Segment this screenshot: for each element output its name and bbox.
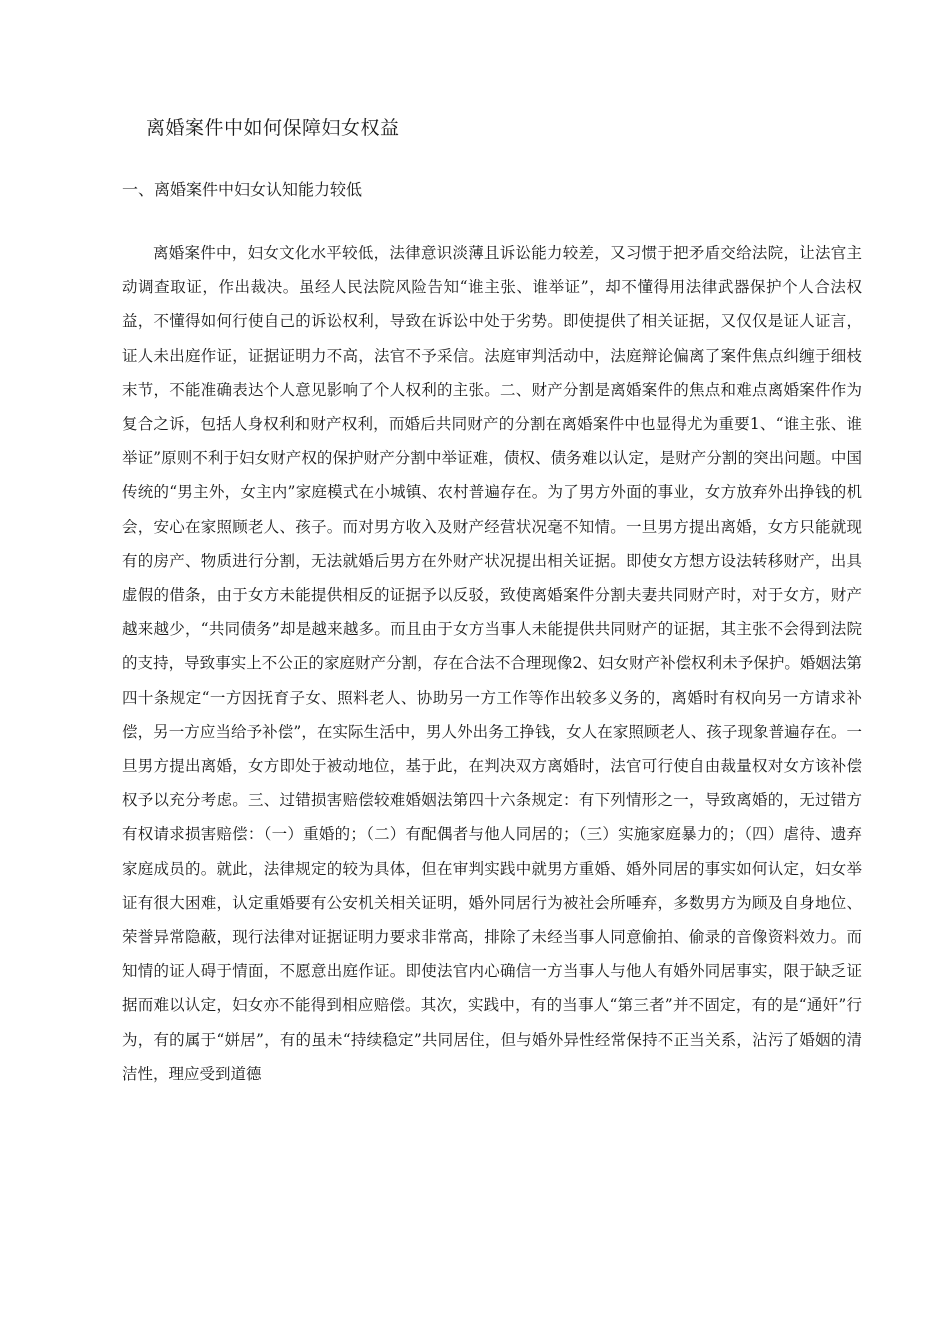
body-text-block	[122, 236, 862, 1091]
body-paragraph: 离婚案件中，妇女文化水平较低，法律意识淡薄且诉讼能力较差，又习惯于把矛盾交给法院，让法官主动调查取证，作出裁决。虽经人民法院风险告知“谁主张、谁举证”，却不懂得用法律武器保护个人合法权益，不懂得如何行使自己的诉讼权利，导致在诉讼中处于劣势。即使提供了相关证据，又仅仅是证人证言，证人未出庭作证，证据证明力不高，法官不予采信。法庭审判活动中，法庭辩论偏离了案件焦点纠缠于细枝末节，不能准确表达个人意见影响了个人权利的主张。二、财产分割是离婚案件的焦点和难点离婚案件作为复合之诉，包括人身权利和财产权利，而婚后共同财产的分割在离婚案件中也显得尤为重要1、“谁主张、谁举证”原则不利于妇女财产权的保护财产分割中举证难，债权、债务难以认定，是财产分割的突出问题。中国传统的“男主外，女主内”家庭模式在小城镇、农村普遍存在。为了男方外面的事业，女方放弃外出挣钱的机会，安心在家照顾老人、孩子。而对男方收入及财产经营状况毫不知情。一旦男方提出离婚，女方只能就现有的房产、物质进行分割，无法就婚后男方在外财产状况提出相关证据。即使女方想方设法转移财产，出具虚假的借条，由于女方未能提供相反的证据予以反驳，致使离婚案件分割夫妻共同财产时，对于女方，财产越来越少，“共同债务”却是越来越多。而且由于女方当事人未能提供共同财产的证据，其主张不会得到法院的支持，导致事实上不公正的家庭财产分割，存在合法不合理现像2、妇女财产补偿权利未予保护。婚姻法第四十条规定“一方因抚育子女、照料老人、协助另一方工作等作出较多义务的，离婚时有权向另一方请求补偿，另一方应当给予补偿”，在实际生活中，男人外出务工挣钱，女人在家照顾老人、孩子现象普遍存在。一旦男方提出离婚，女方即处于被动地位，基于此，在判决双方离婚时，法官可行使自由裁量权对女方该补偿权予以充分考虑。三、过错损害赔偿较难婚姻法第四十六条规定：有下列情形之一，导致离婚的，无过错方有权请求损害赔偿：（一）重婚的；（二）有配偶者与他人同居的；（三）实施家庭暴力的；（四）虐待、遗弃家庭成员的。就此，法律规定的较为具体，但在审判实践中就男方重婚、婚外同居的事实如何认定，妇女举证有很大困难，认定重婚要有公安机关相关证明，婚外同居行为被社会所唾弃，多数男方为顾及自身地位、荣誉异常隐蔽，现行法律对证据证明力要求非常高，排除了未经当事人同意偷拍、偷录的音像资料效力。而知情的证人碍于情面，不愿意出庭作证。即使法官内心确信一方当事人与他人有婚外同居事实，限于缺乏证据而难以认定，妇女亦不能得到相应赔偿。其次，实践中，有的当事人“第三者”并不固定，有的是“通奸”行为，有的属于“姘居”，有的虽未“持续稳定”共同居住，但与婚外异性经常保持不正当关系，沾污了婚姻的清洁性，理应受到道德	[122, 244, 862, 1083]
section-heading: 一、离婚案件中妇女认知能力较低	[122, 180, 363, 199]
document-title: 离婚案件中如何保障妇女权益	[146, 117, 400, 139]
